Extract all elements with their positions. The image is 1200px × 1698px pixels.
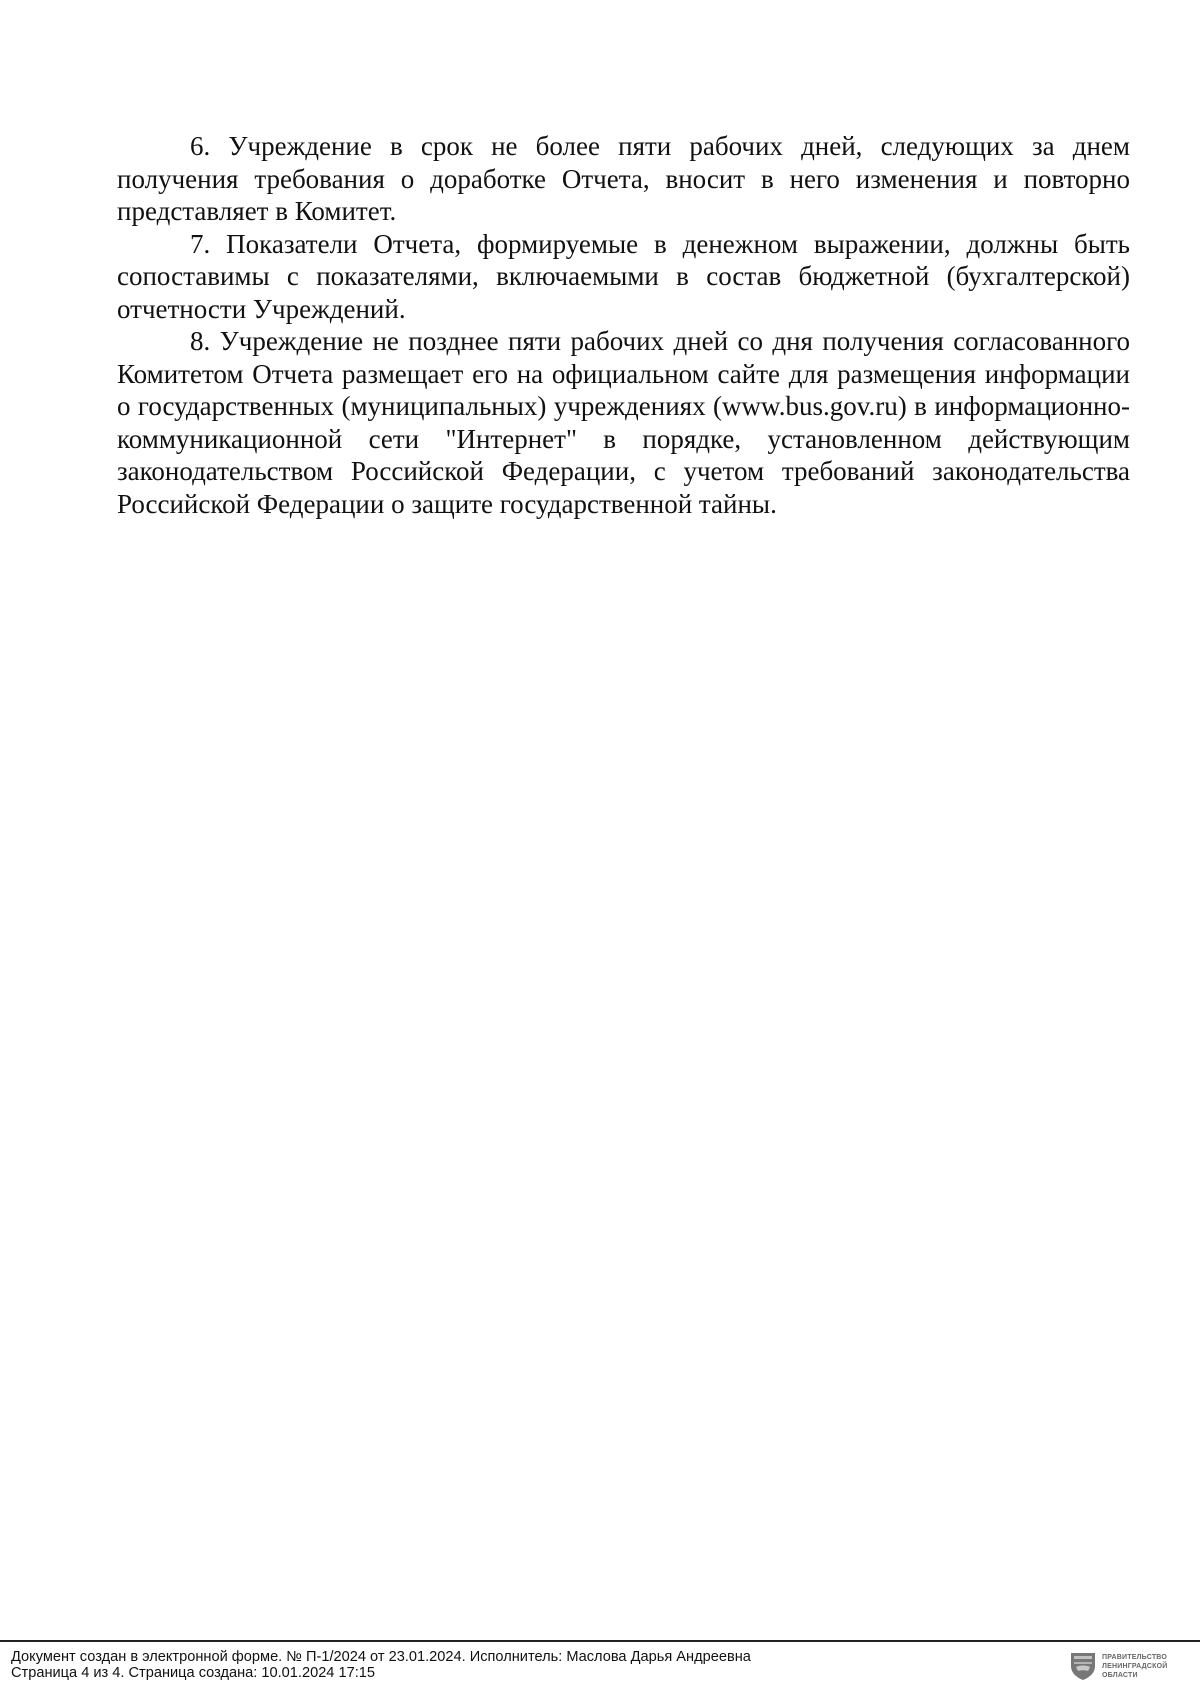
logo-line-3: ОБЛАСТИ [1102, 1671, 1138, 1679]
logo-line-2: ЛЕНИНГРАДСКОЙ [1102, 1662, 1168, 1670]
coat-of-arms-icon [1070, 1651, 1096, 1681]
footer-page-info: Страница 4 из 4. Страница создана: 10.01.2024 17:15 [11, 1665, 376, 1681]
paragraph-6: 6. Учреждение в срок не более пяти рабочих дней, следующих за днем получения требования о доработке Отчета, вносит в него изменения и повторно представляет в Комитет. [117, 131, 1130, 226]
footer-divider [0, 1640, 1200, 1642]
paragraph-7: 7. Показатели Отчета, формируемые в денежном выражении, должны быть сопоставимы с показателями, включаемыми в состав бюджетной (бухгалтерской) отчетности Учреждений. [117, 228, 1130, 324]
footer-document-info: Документ создан в электронной форме. № П-1/2024 от 23.01.2024. Исполнитель: Маслова Дарья Андреевна [11, 1649, 751, 1665]
logo-text [1102, 1653, 1167, 1680]
document-body [117, 130, 1130, 520]
logo-line-1: ПРАВИТЕЛЬСТВО [1102, 1653, 1168, 1661]
government-logo [1070, 1648, 1188, 1684]
document-footer [11, 1649, 1011, 1681]
paragraph-8: 8. Учреждение не позднее пяти рабочих дней со дня получения согласованного Комитетом Отчета размещает его на официальном сайте для размещения информации о государственных (муниципальных) учреждениях (www.bus.gov.ru) в информационно-коммуникационной сети "Интернет" в порядке, установленном действующим законодательством Российской Федерации, с учетом требований законодательства Российской Федерации о защите государственной тайны. [117, 326, 1130, 519]
